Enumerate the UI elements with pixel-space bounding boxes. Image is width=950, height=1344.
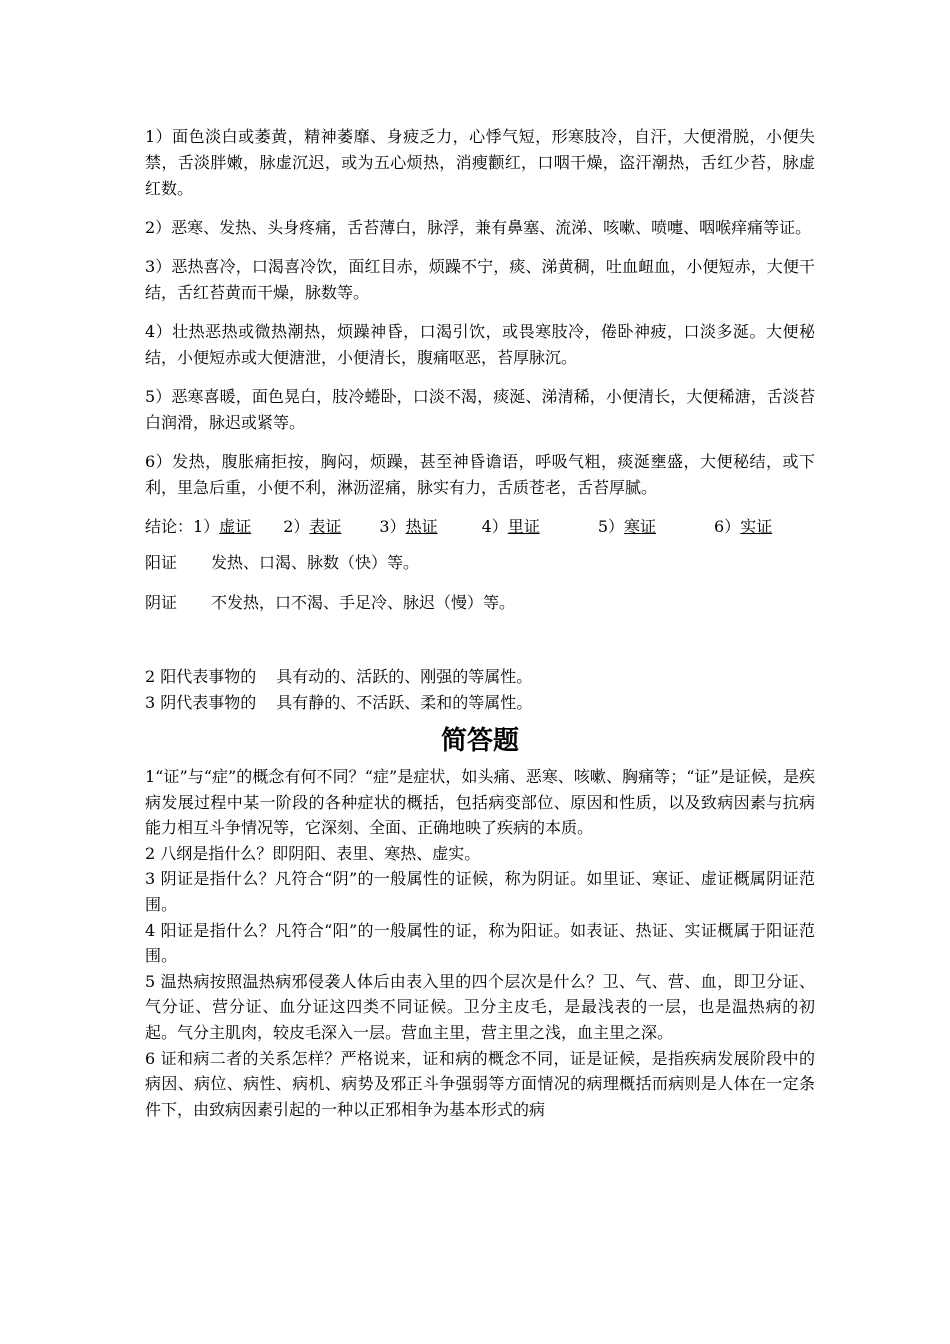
conclusion-num: 5） bbox=[597, 517, 625, 536]
qa-item: 4 阳证是指什么？凡符合“阳”的一般属性的证，称为阳证。如表证、热证、实证概属于阳证范围。 bbox=[145, 920, 815, 966]
yin-syndrome-line bbox=[145, 590, 815, 616]
yin-attribute-line bbox=[145, 690, 815, 716]
syndrome-paragraph: 6）发热，腹胀痛拒按，胸闷，烦躁，甚至神昏谵语，呼吸气粗，痰涎壅盛，大便秘结，或下利，里急后重，小便不利，淋沥涩痛，脉实有力，舌质苍老，舌苔厚腻。 bbox=[145, 452, 815, 497]
qa-item: 5 温热病按照温热病邪侵袭人体后由表入里的四个层次是什么？卫、气、营、血，即卫分证、气分证、营分证、血分证这四类不同证候。卫分主皮毛，是最浅表的一层，也是温热病的初起。气分主肌肉，较皮毛深入一层。营血主里，营主里之浅，血主里之深。 bbox=[145, 971, 815, 1042]
attribute-lead: 3 阴代表事物的 bbox=[145, 693, 257, 712]
document-body bbox=[145, 124, 815, 1122]
conclusion-num: 2） bbox=[283, 517, 310, 536]
syndrome-paragraph: 1）面色淡白或萎黄，精神萎靡、身疲乏力，心悸气短，形寒肢冷，自汗，大便滑脱，小便失禁，舌淡胖嫩，脉虚沉迟，或为五心烦热，消瘦颧红，口咽干燥，盗汗潮热，舌红少苔，脉虚红数。 bbox=[145, 127, 815, 198]
syndrome-paragraph: 3）恶热喜冷，口渴喜冷饮，面红目赤，烦躁不宁，痰、涕黄稠，吐血衄血，小便短赤，大便干结，舌红苔黄而干燥，脉数等。 bbox=[145, 257, 815, 302]
qa-item: 3 阴证是指什么？凡符合“阴”的一般属性的证候，称为阴证。如里证、寒证、虚证概属阴证范围。 bbox=[145, 869, 815, 914]
yang-term: 阳证 bbox=[145, 553, 178, 572]
syndrome-paragraph: 5）恶寒喜暖，面色晃白，肢冷蜷卧，口淡不渴，痰涎、涕清稀，小便清长，大便稀溏，舌淡苔白润滑，脉迟或紧等。 bbox=[145, 387, 815, 432]
yang-attribute-line bbox=[145, 664, 815, 690]
conclusion-answer: 虚证 bbox=[219, 517, 252, 536]
qa-list bbox=[145, 764, 815, 1122]
conclusion-num: 6） bbox=[714, 517, 741, 536]
yang-desc: 发热、口渴、脉数（快）等。 bbox=[211, 553, 420, 572]
conclusion-answer: 里证 bbox=[507, 517, 540, 536]
syndrome-paragraph: 4）壮热恶热或微热潮热，烦躁神昏，口渴引饮，或畏寒肢冷，倦卧神疲，口淡多涎。大便秘结，小便短赤或大便溏泄，小便清长，腹痛呕恶，苔厚脉沉。 bbox=[145, 322, 815, 367]
yang-syndrome-line bbox=[145, 550, 815, 576]
conclusion-answer: 表证 bbox=[309, 517, 342, 536]
section-title: 简答题 bbox=[440, 726, 519, 756]
conclusion-answer: 实证 bbox=[740, 517, 773, 536]
yin-term: 阴证 bbox=[145, 593, 178, 612]
conclusion-label: 结论： bbox=[145, 517, 194, 536]
conclusion-num: 4） bbox=[481, 517, 508, 536]
qa-item: 6 证和病二者的关系怎样？严格说来，证和病的概念不同，证是证候，是指疾病发展阶段中的病因、病位、病性、病机、病势及邪正斗争强弱等方面情况的病理概括而病则是人体在一定条件下，由致病因素引起的一种以正邪相争为基本形式的病 bbox=[145, 1048, 815, 1119]
conclusion-answer: 寒证 bbox=[624, 517, 657, 536]
attribute-desc: 具有静的、不活跃、柔和的等属性。 bbox=[276, 693, 533, 712]
attribute-desc: 具有动的、活跃的、刚强的等属性。 bbox=[276, 667, 533, 686]
syndrome-paragraph: 2）恶寒、发热、头身疼痛，舌苔薄白，脉浮，兼有鼻塞、流涕、咳嗽、喷嚏、咽喉痒痛等证。 bbox=[145, 218, 812, 237]
conclusion-num: 3） bbox=[379, 517, 406, 536]
qa-item: 2 八纲是指什么？即阴阳、表里、寒热、虚实。 bbox=[145, 843, 481, 863]
conclusion-answer: 热证 bbox=[405, 517, 438, 536]
qa-item: 1“证”与“症”的概念有何不同？“症”是症状，如头痛、恶寒、咳嗽、胸痛等；“证”是证候，是疾病发展过程中某一阶段的各种症状的概括，包括病变部位、原因和性质，以及致病因素与抗病能力相互斗争情况等，它深刻、全面、正确地映了疾病的本质。 bbox=[145, 767, 815, 838]
section-spacer bbox=[145, 630, 815, 664]
conclusion-num: 1） bbox=[193, 517, 220, 536]
attribute-lead: 2 阳代表事物的 bbox=[145, 667, 257, 686]
yin-desc: 不发热，口不渴、手足冷、脉迟（慢）等。 bbox=[211, 593, 516, 612]
conclusion-line bbox=[145, 514, 815, 540]
